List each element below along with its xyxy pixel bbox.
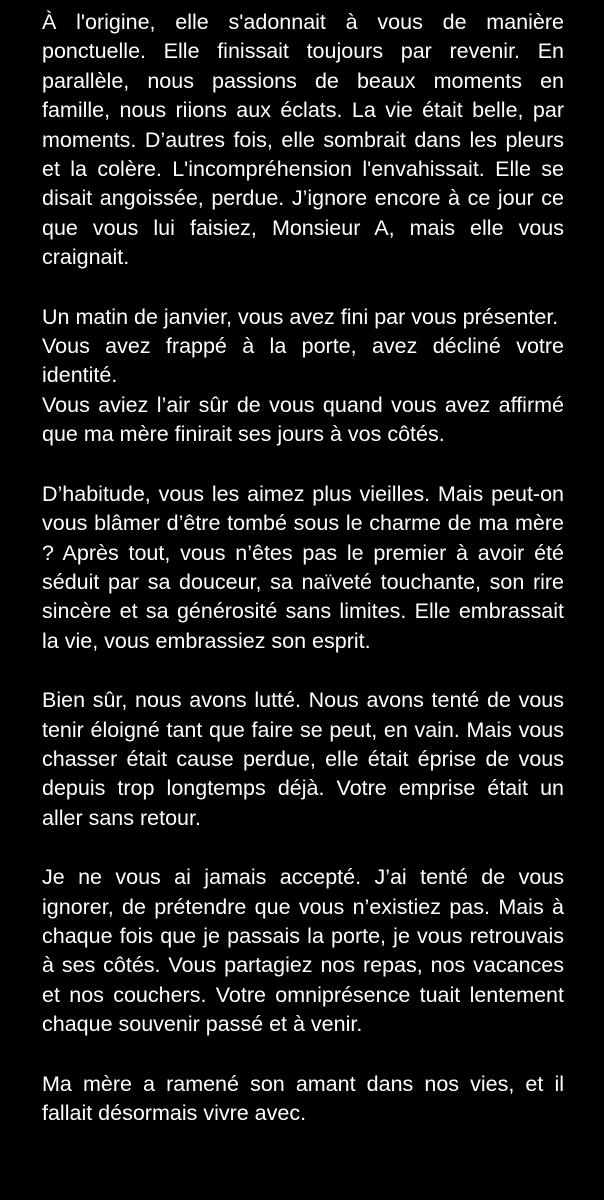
paragraph-1 bbox=[42, 8, 564, 273]
paragraph-2 bbox=[42, 303, 564, 450]
paragraph-4-text: Bien sûr, nous avons lutté. Nous avons tenté de vous tenir éloigné tant que faire se peut, en vain. Mais vous chasser était cause perdue, elle était éprise de vous depuis trop longtemps déjà. Votre emprise était un aller sans retour. bbox=[42, 688, 564, 830]
paragraph-3 bbox=[42, 480, 564, 656]
document-body bbox=[42, 8, 564, 1128]
paragraph-1-text: À l'origine, elle s'adonnait à vous de manière ponctuelle. Elle finissait toujours par revenir. En parallèle, nous passions de beaux moments en famille, nous riions aux éclats. La vie était belle, par moments. D’autres fois, elle sombrait dans les pleurs et la colère. L'incompréhension l'envahissait. Elle se disait angoissée, perdue. J’ignore encore à ce jour ce que vous lui faisiez, Monsieur A, mais elle vous craignait. bbox=[42, 10, 564, 270]
paragraph-5-text: Je ne vous ai jamais accepté. J’ai tenté de vous ignorer, de prétendre que vous n’existiez pas. Mais à chaque fois que je passais la porte, je vous retrouvais à ses côtés. Vous partagiez nos repas, nos vacances et nos couchers. Votre omniprésence tuait lentement chaque souvenir passé et à venir. bbox=[42, 865, 564, 1037]
paragraph-2-line-2: Vous avez frappé à la porte, avez décliné votre identité. bbox=[42, 334, 564, 388]
paragraph-3-text: D’habitude, vous les aimez plus vieilles. Mais peut-on vous blâmer d’être tombé sous le charme de ma mère ? Après tout, vous n’êtes pas le premier à avoir été séduit par sa douceur, sa naïveté touchante, son rire sincère et sa générosité sans limites. Elle embrassait la vie, vous embrassiez son esprit. bbox=[42, 481, 564, 653]
paragraph-2-line-3: Vous aviez l’air sûr de vous quand vous avez affirmé que ma mère finirait ses jours à vos côtés. bbox=[42, 392, 564, 447]
paragraph-6 bbox=[42, 1070, 564, 1129]
paragraph-2-line-1: Un matin de janvier, vous avez fini par vous présenter. bbox=[42, 304, 559, 329]
paragraph-6-text: Ma mère a ramené son amant dans nos vies, et il fallait désormais vivre avec. bbox=[42, 1071, 564, 1125]
paragraph-5 bbox=[42, 863, 564, 1039]
paragraph-4 bbox=[42, 686, 564, 833]
